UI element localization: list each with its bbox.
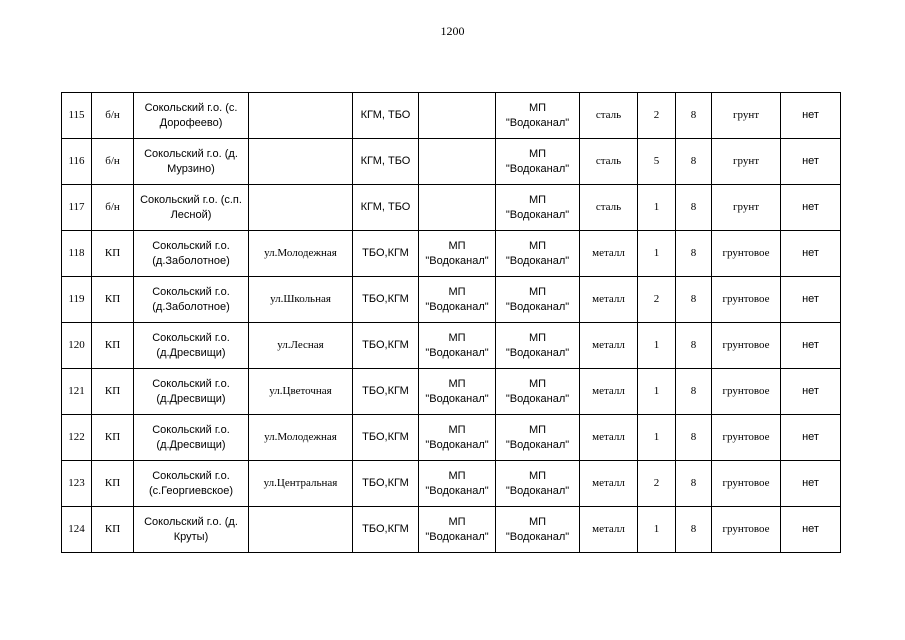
cell-operator: МП "Водоканал" [496, 139, 580, 185]
cell-street: ул.Лесная [249, 323, 353, 369]
cell-fence: нет [781, 277, 841, 323]
cell-surface: грунт [712, 93, 781, 139]
table-row [62, 323, 841, 369]
cell-operator: МП "Водоканал" [496, 415, 580, 461]
cell-number: 123 [62, 461, 92, 507]
cell-volume: 8 [676, 185, 712, 231]
cell-number: 117 [62, 185, 92, 231]
cell-container-count: 2 [638, 461, 676, 507]
cell-container-count: 1 [638, 507, 676, 553]
cell-street: ул.Молодежная [249, 231, 353, 277]
cell-fence: нет [781, 507, 841, 553]
cell-waste-type: ТБО,КГМ [353, 507, 419, 553]
table-row [62, 461, 841, 507]
cell-number: 122 [62, 415, 92, 461]
cell-material: металл [580, 231, 638, 277]
cell-settlement: Сокольский г.о. (д.Заболотное) [134, 231, 249, 277]
cell-street: ул.Цветочная [249, 369, 353, 415]
cell-type: б/н [92, 185, 134, 231]
cell-waste-type: ТБО,КГМ [353, 277, 419, 323]
cell-owner: МП "Водоканал" [419, 323, 496, 369]
cell-waste-type: ТБО,КГМ [353, 369, 419, 415]
cell-street: ул.Школьная [249, 277, 353, 323]
table-row [62, 231, 841, 277]
table-row [62, 277, 841, 323]
cell-volume: 8 [676, 369, 712, 415]
cell-fence: нет [781, 323, 841, 369]
cell-surface: грунтовое [712, 323, 781, 369]
cell-settlement: Сокольский г.о. (д.Дресвищи) [134, 323, 249, 369]
cell-container-count: 1 [638, 415, 676, 461]
cell-type: КП [92, 231, 134, 277]
cell-volume: 8 [676, 323, 712, 369]
cell-volume: 8 [676, 231, 712, 277]
cell-volume: 8 [676, 461, 712, 507]
cell-owner: МП "Водоканал" [419, 415, 496, 461]
cell-street [249, 185, 353, 231]
cell-waste-type: КГМ, ТБО [353, 185, 419, 231]
cell-fence: нет [781, 415, 841, 461]
cell-container-count: 5 [638, 139, 676, 185]
cell-settlement: Сокольский г.о. (с. Дорофеево) [134, 93, 249, 139]
cell-material: сталь [580, 93, 638, 139]
cell-operator: МП "Водоканал" [496, 93, 580, 139]
cell-number: 118 [62, 231, 92, 277]
cell-waste-type: ТБО,КГМ [353, 231, 419, 277]
cell-surface: грунтовое [712, 231, 781, 277]
cell-type: КП [92, 323, 134, 369]
cell-fence: нет [781, 93, 841, 139]
cell-owner [419, 93, 496, 139]
cell-type: б/н [92, 93, 134, 139]
cell-owner: МП "Водоканал" [419, 369, 496, 415]
cell-surface: грунтовое [712, 277, 781, 323]
cell-waste-type: КГМ, ТБО [353, 139, 419, 185]
cell-settlement: Сокольский г.о. (с.п. Лесной) [134, 185, 249, 231]
cell-container-count: 2 [638, 277, 676, 323]
cell-number: 121 [62, 369, 92, 415]
cell-waste-type: ТБО,КГМ [353, 415, 419, 461]
cell-surface: грунт [712, 185, 781, 231]
cell-street: ул.Центральная [249, 461, 353, 507]
cell-number: 124 [62, 507, 92, 553]
cell-operator: МП "Водоканал" [496, 231, 580, 277]
cell-material: металл [580, 277, 638, 323]
cell-material: металл [580, 369, 638, 415]
cell-container-count: 1 [638, 323, 676, 369]
cell-container-count: 2 [638, 93, 676, 139]
cell-settlement: Сокольский г.о. (д.Дресвищи) [134, 369, 249, 415]
table-row [62, 139, 841, 185]
cell-owner: МП "Водоканал" [419, 507, 496, 553]
cell-operator: МП "Водоканал" [496, 185, 580, 231]
cell-volume: 8 [676, 415, 712, 461]
cell-waste-type: КГМ, ТБО [353, 93, 419, 139]
cell-surface: грунтовое [712, 507, 781, 553]
cell-operator: МП "Водоканал" [496, 461, 580, 507]
page-number: 1200 [440, 24, 465, 38]
cell-settlement: Сокольский г.о. (д.Заболотное) [134, 277, 249, 323]
cell-surface: грунтовое [712, 461, 781, 507]
cell-surface: грунт [712, 139, 781, 185]
cell-container-count: 1 [638, 369, 676, 415]
cell-material: металл [580, 323, 638, 369]
table-row [62, 185, 841, 231]
cell-fence: нет [781, 461, 841, 507]
table-row [62, 369, 841, 415]
cell-fence: нет [781, 231, 841, 277]
table-body [62, 93, 841, 553]
cell-material: металл [580, 507, 638, 553]
cell-container-count: 1 [638, 231, 676, 277]
cell-waste-type: ТБО,КГМ [353, 323, 419, 369]
waste-sites-table [61, 92, 841, 553]
cell-material: сталь [580, 185, 638, 231]
cell-volume: 8 [676, 139, 712, 185]
cell-settlement: Сокольский г.о. (д.Дресвищи) [134, 415, 249, 461]
cell-fence: нет [781, 139, 841, 185]
cell-surface: грунтовое [712, 415, 781, 461]
cell-volume: 8 [676, 277, 712, 323]
cell-type: КП [92, 415, 134, 461]
cell-owner: МП "Водоканал" [419, 461, 496, 507]
table-row [62, 507, 841, 553]
cell-volume: 8 [676, 507, 712, 553]
cell-owner [419, 139, 496, 185]
cell-type: КП [92, 507, 134, 553]
cell-operator: МП "Водоканал" [496, 277, 580, 323]
cell-type: КП [92, 277, 134, 323]
cell-settlement: Сокольский г.о. (д. Круты) [134, 507, 249, 553]
cell-settlement: Сокольский г.о. (д. Мурзино) [134, 139, 249, 185]
cell-operator: МП "Водоканал" [496, 323, 580, 369]
cell-type: КП [92, 369, 134, 415]
cell-surface: грунтовое [712, 369, 781, 415]
table-row [62, 93, 841, 139]
cell-street [249, 507, 353, 553]
cell-number: 115 [62, 93, 92, 139]
cell-material: металл [580, 461, 638, 507]
cell-number: 116 [62, 139, 92, 185]
table-row [62, 415, 841, 461]
cell-material: металл [580, 415, 638, 461]
cell-waste-type: ТБО,КГМ [353, 461, 419, 507]
cell-number: 119 [62, 277, 92, 323]
cell-operator: МП "Водоканал" [496, 369, 580, 415]
cell-owner: МП "Водоканал" [419, 231, 496, 277]
cell-street [249, 139, 353, 185]
cell-type: б/н [92, 139, 134, 185]
cell-container-count: 1 [638, 185, 676, 231]
cell-owner [419, 185, 496, 231]
cell-material: сталь [580, 139, 638, 185]
cell-street: ул.Молодежная [249, 415, 353, 461]
cell-settlement: Сокольский г.о. (с.Георгиевское) [134, 461, 249, 507]
cell-type: КП [92, 461, 134, 507]
cell-volume: 8 [676, 93, 712, 139]
cell-operator: МП "Водоканал" [496, 507, 580, 553]
cell-fence: нет [781, 369, 841, 415]
cell-street [249, 93, 353, 139]
cell-owner: МП "Водоканал" [419, 277, 496, 323]
cell-fence: нет [781, 185, 841, 231]
cell-number: 120 [62, 323, 92, 369]
